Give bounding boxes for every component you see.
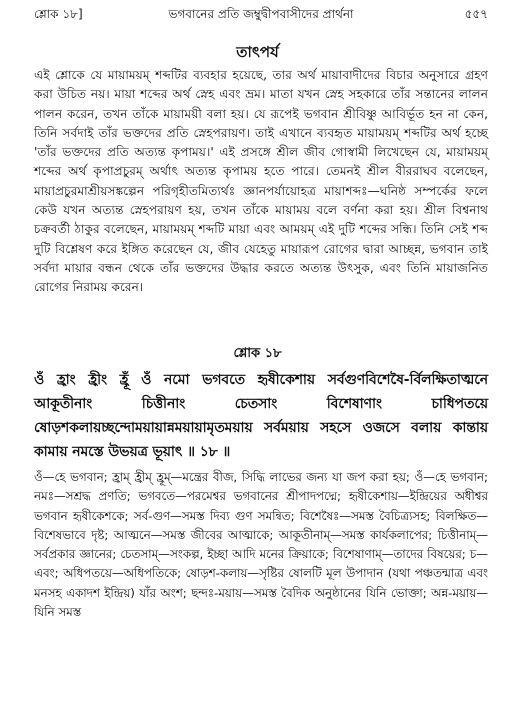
purport-title: তাৎপর্য: [236, 43, 279, 61]
verse-text: ওঁ হ্রাং হ্রীং হ্রূঁ ওঁ নমো ভগবতে হৃষীকেশায় সর্বগুণবিশেষৈ-র্বিলক্ষিতাত্মনে আকূতীনাং চিত্তীনাং চেতসাং বিশেষাণাং চাধিপতয়ে ষোড়শকলায়চ্ছন্দোময়ায়ান্নময়ায়ামৃতময়ায় সর্বময়ায় সহসে ওজসে বলায় কান্তায় কামায় নমস্তে উভয়ত্র ভূয়াৎ ॥ ১৮ ॥: [34, 372, 488, 460]
page-number: ৫৫৭: [464, 7, 488, 21]
synonyms-text: ওঁ—হে ভগবান; হ্রাম্ হ্রীম্ হ্রূম্—মন্ত্রের বীজ, সিদ্ধি লাভের জন্য যা জপ করা হয়; ওঁ—হে ভগবান; নমঃ—সশ্রদ্ধ প্রণতি; ভগবতে—পরমেশ্বর ভগবানের শ্রীপাদপদ্মে; হৃষীকেশায়—ইন্দ্রিয়ের অধীশ্বর ভগবান হৃষীকেশকে; সর্ব-গুণ—সমস্ত দিব্য গুণ সমন্বিত; বিশেষৈঃ—সমস্ত বৈচিত্র্যসহ; বিলক্ষিত—বিশেষভাবে দৃষ্ট; আত্মনে—সমস্ত জীবের আত্মাকে; আকূতীনাম্—সমস্ত কার্যকলাপের; চিত্তীনাম্—সর্বপ্রকার জ্ঞানের; চেতসাম্—সংকল্প, ইচ্ছা আদি মনের ক্রিয়াকে; বিশেষাণাম্—তাদের বিষয়ের; চ—এবং; অধিপতয়ে—অধিপতিকে; ষোড়শ-কলায়—সৃষ্টির ষোলটি মূল উপাদান (যথা পঞ্চতন্মাত্র এবং মনসহ একাদশ ইন্দ্রিয়) যাঁর অংশ; ছন্দঃ-ময়ায়—সমস্ত বৈদিক অনুষ্ঠানের যিনি ভোক্তা; অন্ন-ময়ায়—যিনি সমস্ত: [34, 470, 488, 620]
verse-label: শ্লোক ১৮: [233, 346, 282, 361]
purport-paragraph: এই শ্লোকে যে মায়াময়ম্ শব্দটির ব্যবহার হয়েছে, তার অর্থ মায়াবাদীদের বিচার অনুসারে গ্রহণ করা উচিত নয়। মায়া শব্দের অর্থ স্নেহ এবং ভ্রম। মাতা যখন স্নেহ সহকারে তাঁর সন্তানের লালন পালন করেন, তখন তাঁকে মায়াময়ী বলা হয়। যে রূপেই ভগবান শ্রীবিষ্ণু আবির্ভূত হন না কেন, তিনি সর্বদাই তাঁর ভক্তদের প্রতি স্নেহপরায়ণ। তাই এখানে ব্যবহৃত মায়াময়ম্ শব্দটির অর্থ হচ্ছে 'তাঁর ভক্তদের প্রতি অত্যন্ত কৃপাময়।' এই প্রসঙ্গে শ্রীল জীব গোস্বামী লিখেছেন যে, মায়াময়ম্ শব্দের অর্থ কৃপাপ্রচুরম্ অর্থাৎ অত্যন্ত কৃপাময় হতে পারে। তেমনই শ্রীল বীররাঘব বলেছেন, মায়াপ্রচুরমাশ্রীয়সঙ্কল্পেন পরিগৃহীতমিত্যর্থঃ জ্ঞানপর্যায়োহত্র মায়াশব্দঃ—ঘনিষ্ঠ সম্পর্কের ফলে কেউ যখন অত্যন্ত স্নেহপরায়ণ হয়, তখন তাঁকে মায়াময় বলে বর্ণনা করা হয়। শ্রীল বিশ্বনাথ চক্রবর্তী ঠাকুর বলেছেন, মায়াময়ম্ শব্দটি মায়া এবং আময়ম্ এই দুটি শব্দের সন্ধি। তিনি সেই শব্দ দুটি বিশ্লেষণ করে ইঙ্গিত করেছেন যে, জীব যেহেতু মায়ারূপ রোগের দ্বারা আচ্ছন্ন, ভগবান তাই সর্বদা মায়ার বন্ধন থেকে তাঁর ভক্তদের উদ্ধার করতে অত্যন্ত উৎসুক, এবং তিনি মায়াজনিত রোগের নিরাময় করেন।: [34, 68, 488, 295]
verse-reference: শ্লোক ১৮]: [34, 7, 83, 21]
synonyms-body: [34, 468, 488, 622]
page-header: [34, 6, 488, 26]
running-title: ভগবানের প্রতি জম্বুদ্বীপবাসীদের প্রার্থনা: [168, 7, 354, 21]
purport-body: [34, 66, 488, 298]
verse-body: [34, 368, 488, 464]
